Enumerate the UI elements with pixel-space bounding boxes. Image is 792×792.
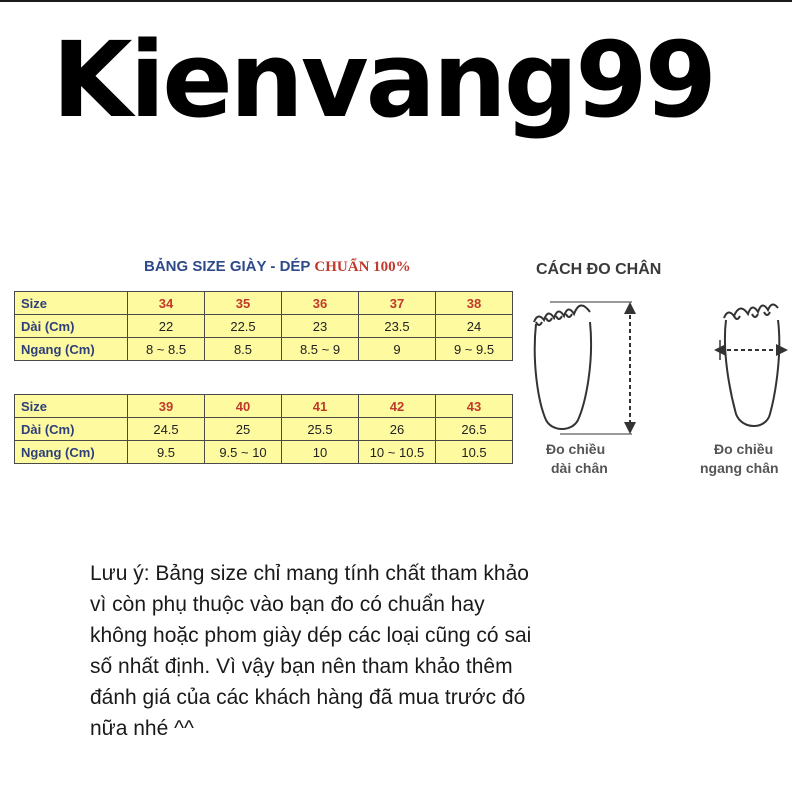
row-label-width: Ngang (Cm) — [15, 441, 128, 464]
width-cell: 9 — [359, 338, 436, 361]
size-cell: 38 — [436, 292, 513, 315]
width-row — [15, 441, 513, 464]
row-label-size: Size — [15, 395, 128, 418]
width-cell: 8 ~ 8.5 — [128, 338, 205, 361]
disclaimer-note — [90, 558, 710, 744]
row-label-width: Ngang (Cm) — [15, 338, 128, 361]
row-label-length: Dài (Cm) — [15, 418, 128, 441]
note-line: không hoặc phom giày dép các loại cũng có sai — [90, 624, 532, 647]
width-row — [15, 338, 513, 361]
width-cell: 10 — [282, 441, 359, 464]
width-cell: 10.5 — [436, 441, 513, 464]
size-chart-title-main: BẢNG SIZE GIÀY - DÉP — [144, 258, 311, 275]
length-cell: 26.5 — [436, 418, 513, 441]
length-cell: 25.5 — [282, 418, 359, 441]
note-line: Lưu ý: Bảng size chỉ mang tính chất tham khảo — [90, 562, 529, 585]
length-row — [15, 418, 513, 441]
size-chart-title-accent: CHUẨN 100% — [314, 259, 411, 275]
size-row — [15, 395, 513, 418]
length-cell: 22.5 — [205, 315, 282, 338]
size-chart-title — [144, 255, 411, 279]
row-label-size: Size — [15, 292, 128, 315]
foot-measure-illustration — [520, 292, 792, 442]
note-line: nữa nhé ^^ — [90, 717, 194, 740]
measure-title: CÁCH ĐO CHÂN — [536, 261, 662, 278]
size-cell: 40 — [205, 395, 282, 418]
size-cell: 35 — [205, 292, 282, 315]
size-cell: 43 — [436, 395, 513, 418]
size-table-1 — [14, 291, 513, 361]
note-line: đánh giá của các khách hàng đã mua trước đó — [90, 686, 526, 709]
size-table-2 — [14, 394, 513, 464]
length-caption-line1: Đo chiều — [546, 441, 606, 457]
length-caption-line2: dài chân — [551, 460, 608, 476]
top-border-line — [0, 0, 792, 2]
size-cell: 39 — [128, 395, 205, 418]
size-cell: 42 — [359, 395, 436, 418]
length-row — [15, 315, 513, 338]
width-cell: 9.5 — [128, 441, 205, 464]
length-cell: 26 — [359, 418, 436, 441]
length-cell: 24.5 — [128, 418, 205, 441]
length-cell: 23 — [282, 315, 359, 338]
note-line: vì còn phụ thuộc vào bạn đo có chuẩn hay — [90, 593, 485, 616]
width-cell: 9.5 ~ 10 — [205, 441, 282, 464]
length-cell: 25 — [205, 418, 282, 441]
width-cell: 10 ~ 10.5 — [359, 441, 436, 464]
foot-width-icon — [720, 304, 782, 426]
length-cell: 22 — [128, 315, 205, 338]
size-cell: 41 — [282, 395, 359, 418]
size-cell: 34 — [128, 292, 205, 315]
row-label-length: Dài (Cm) — [15, 315, 128, 338]
width-caption-line1: Đo chiều — [714, 441, 774, 457]
brand-logo-text: Kienvang99 — [52, 20, 714, 140]
width-cell: 8.5 ~ 9 — [282, 338, 359, 361]
size-cell: 36 — [282, 292, 359, 315]
width-cell: 8.5 — [205, 338, 282, 361]
length-cell: 24 — [436, 315, 513, 338]
width-caption-clip — [690, 436, 792, 486]
length-cell: 23.5 — [359, 315, 436, 338]
size-row — [15, 292, 513, 315]
note-line: số nhất định. Vì vậy bạn nên tham khảo thêm — [90, 655, 513, 678]
width-caption-line2: ngang chân — [700, 460, 779, 476]
foot-length-icon — [534, 302, 632, 434]
width-cell: 9 ~ 9.5 — [436, 338, 513, 361]
size-cell: 37 — [359, 292, 436, 315]
